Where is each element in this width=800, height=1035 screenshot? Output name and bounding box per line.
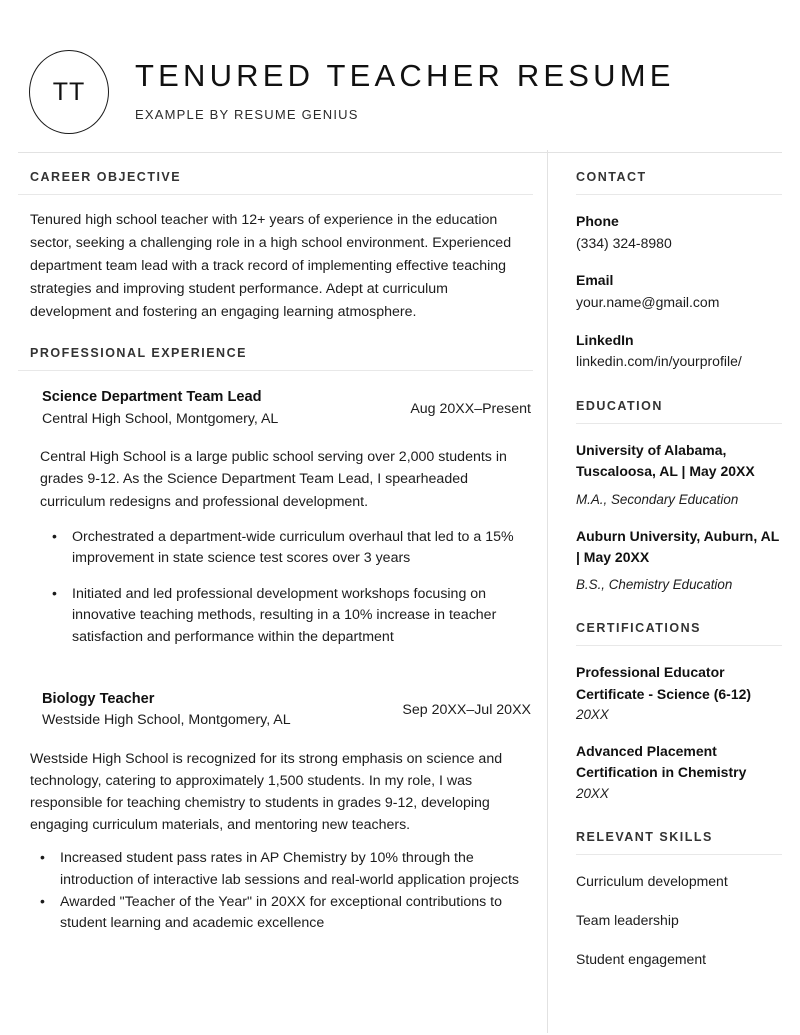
section-heading-education: EDUCATION [576,399,663,414]
experience-entry [18,689,533,935]
section-heading-relevant-skills: RELEVANT SKILLS [576,829,713,844]
section-education [576,399,782,595]
sidebar-column [548,150,782,1033]
job-description: Westside High School is recognized for its strong emphasis on science and technology, catering to approximately 1,500 students. In my role, I was responsible for teaching chemistry to students in grades 9-12, developing engaging curriculum materials, and mentoring new teachers. [30,750,503,834]
job-title: Biology Teacher [42,690,155,707]
section-rule [18,370,533,371]
contact-value: (334) 324-8980 [576,234,672,251]
certification-entry [576,741,782,804]
certification-year: 20XX [576,785,609,801]
skill-item: Student engagement [576,950,706,967]
certification-name: Professional Educator Certificate - Science (6-12) [576,664,752,702]
job-bullet-list [42,527,531,649]
job-bullet-list [30,848,531,934]
experience-entry-titles [42,387,278,430]
job-company: Central High School, Montgomery, AL [42,410,279,427]
experience-entry-titles [42,689,291,732]
career-objective-text: Tenured high school teacher with 12+ years of experience in the education sector, seeking a challenging role in a high school environment. Experienced department team lead with a track record of implementing effective teaching strategies and improving student performance. Adept at curriculum development and fostering an engaging learning atmosphere. [30,212,512,320]
section-professional-experience [18,346,533,935]
experience-entry-header [42,689,531,732]
education-entry [576,440,782,510]
section-contact [576,170,782,373]
contact-value: your.name@gmail.com [576,294,720,311]
page-title: TENURED TEACHER RESUME [135,58,675,94]
education-school: University of Alabama, Tuscaloosa, AL | May 20XX [576,442,755,480]
contact-list [576,211,782,373]
section-rule [576,194,782,195]
job-title: Science Department Team Lead [42,389,262,405]
header-divider [18,152,782,153]
job-description: Central High School is a large public school serving over 2,000 students in grades 9-12. As the Science Department Team Lead, I spearheaded curriculum redesigns and professional development. [40,449,507,510]
education-school: Auburn University, Auburn, AL | May 20XX [576,527,780,566]
section-rule [576,423,782,424]
monogram-badge [29,50,109,134]
section-relevant-skills [576,830,782,970]
experience-entry [18,387,533,649]
section-heading-certifications: CERTIFICATIONS [576,621,701,636]
experience-entry-header [42,387,531,430]
section-rule [576,854,782,855]
section-heading-career-objective: CAREER OBJECTIVE [30,170,182,184]
certification-name: Advanced Placement Certification in Chemistry [576,743,747,781]
monogram-initials: TT [52,77,86,106]
certification-entry [576,662,782,725]
skill-item: Curriculum development [576,872,728,889]
job-date: Aug 20XX–Present [410,400,531,417]
education-entry [576,526,782,596]
contact-label: LinkedIn [576,331,634,348]
main-column [18,150,547,1033]
contact-value[interactable]: linkedin.com/in/yourprofile/ [576,353,742,370]
job-date: Sep 20XX–Jul 20XX [402,702,531,719]
resume-header [0,0,800,150]
section-rule [576,645,782,646]
job-bullet: • Increased student pass rates in AP Chemistry by 10% through the introduction of interactive lab sessions and real-world application projects [30,848,531,891]
skill-item: Team leadership [576,911,679,928]
education-degree: B.S., Chemistry Education [576,577,733,593]
certification-year: 20XX [576,706,609,722]
job-bullet: • Orchestrated a department-wide curriculum overhaul that led to a 15% improvement in state science test scores over 3 years [42,527,531,570]
section-heading-professional-experience: PROFESSIONAL EXPERIENCE [30,346,247,360]
contact-item-linkedin [576,330,782,373]
section-certifications [576,621,782,803]
contact-label: Email [576,272,614,289]
page-subtitle: EXAMPLE BY RESUME GENIUS [135,106,359,122]
education-degree: M.A., Secondary Education [576,491,739,507]
content-columns [0,150,800,1033]
job-bullet: • Awarded "Teacher of the Year" in 20XX for exceptional contributions to student learning and academic excellence [30,892,531,935]
contact-item-phone [576,211,782,254]
skill-list [576,871,782,970]
section-career-objective [18,170,533,324]
section-heading-contact: CONTACT [576,170,647,184]
contact-item-email [576,270,782,313]
header-text-block [135,58,675,126]
job-bullet: • Initiated and led professional development workshops focusing on innovative teaching methods, resulting in a 10% increase in teacher satisfaction and performance within the department [42,584,531,649]
contact-label: Phone [576,213,619,229]
job-company: Westside High School, Montgomery, AL [42,712,291,729]
